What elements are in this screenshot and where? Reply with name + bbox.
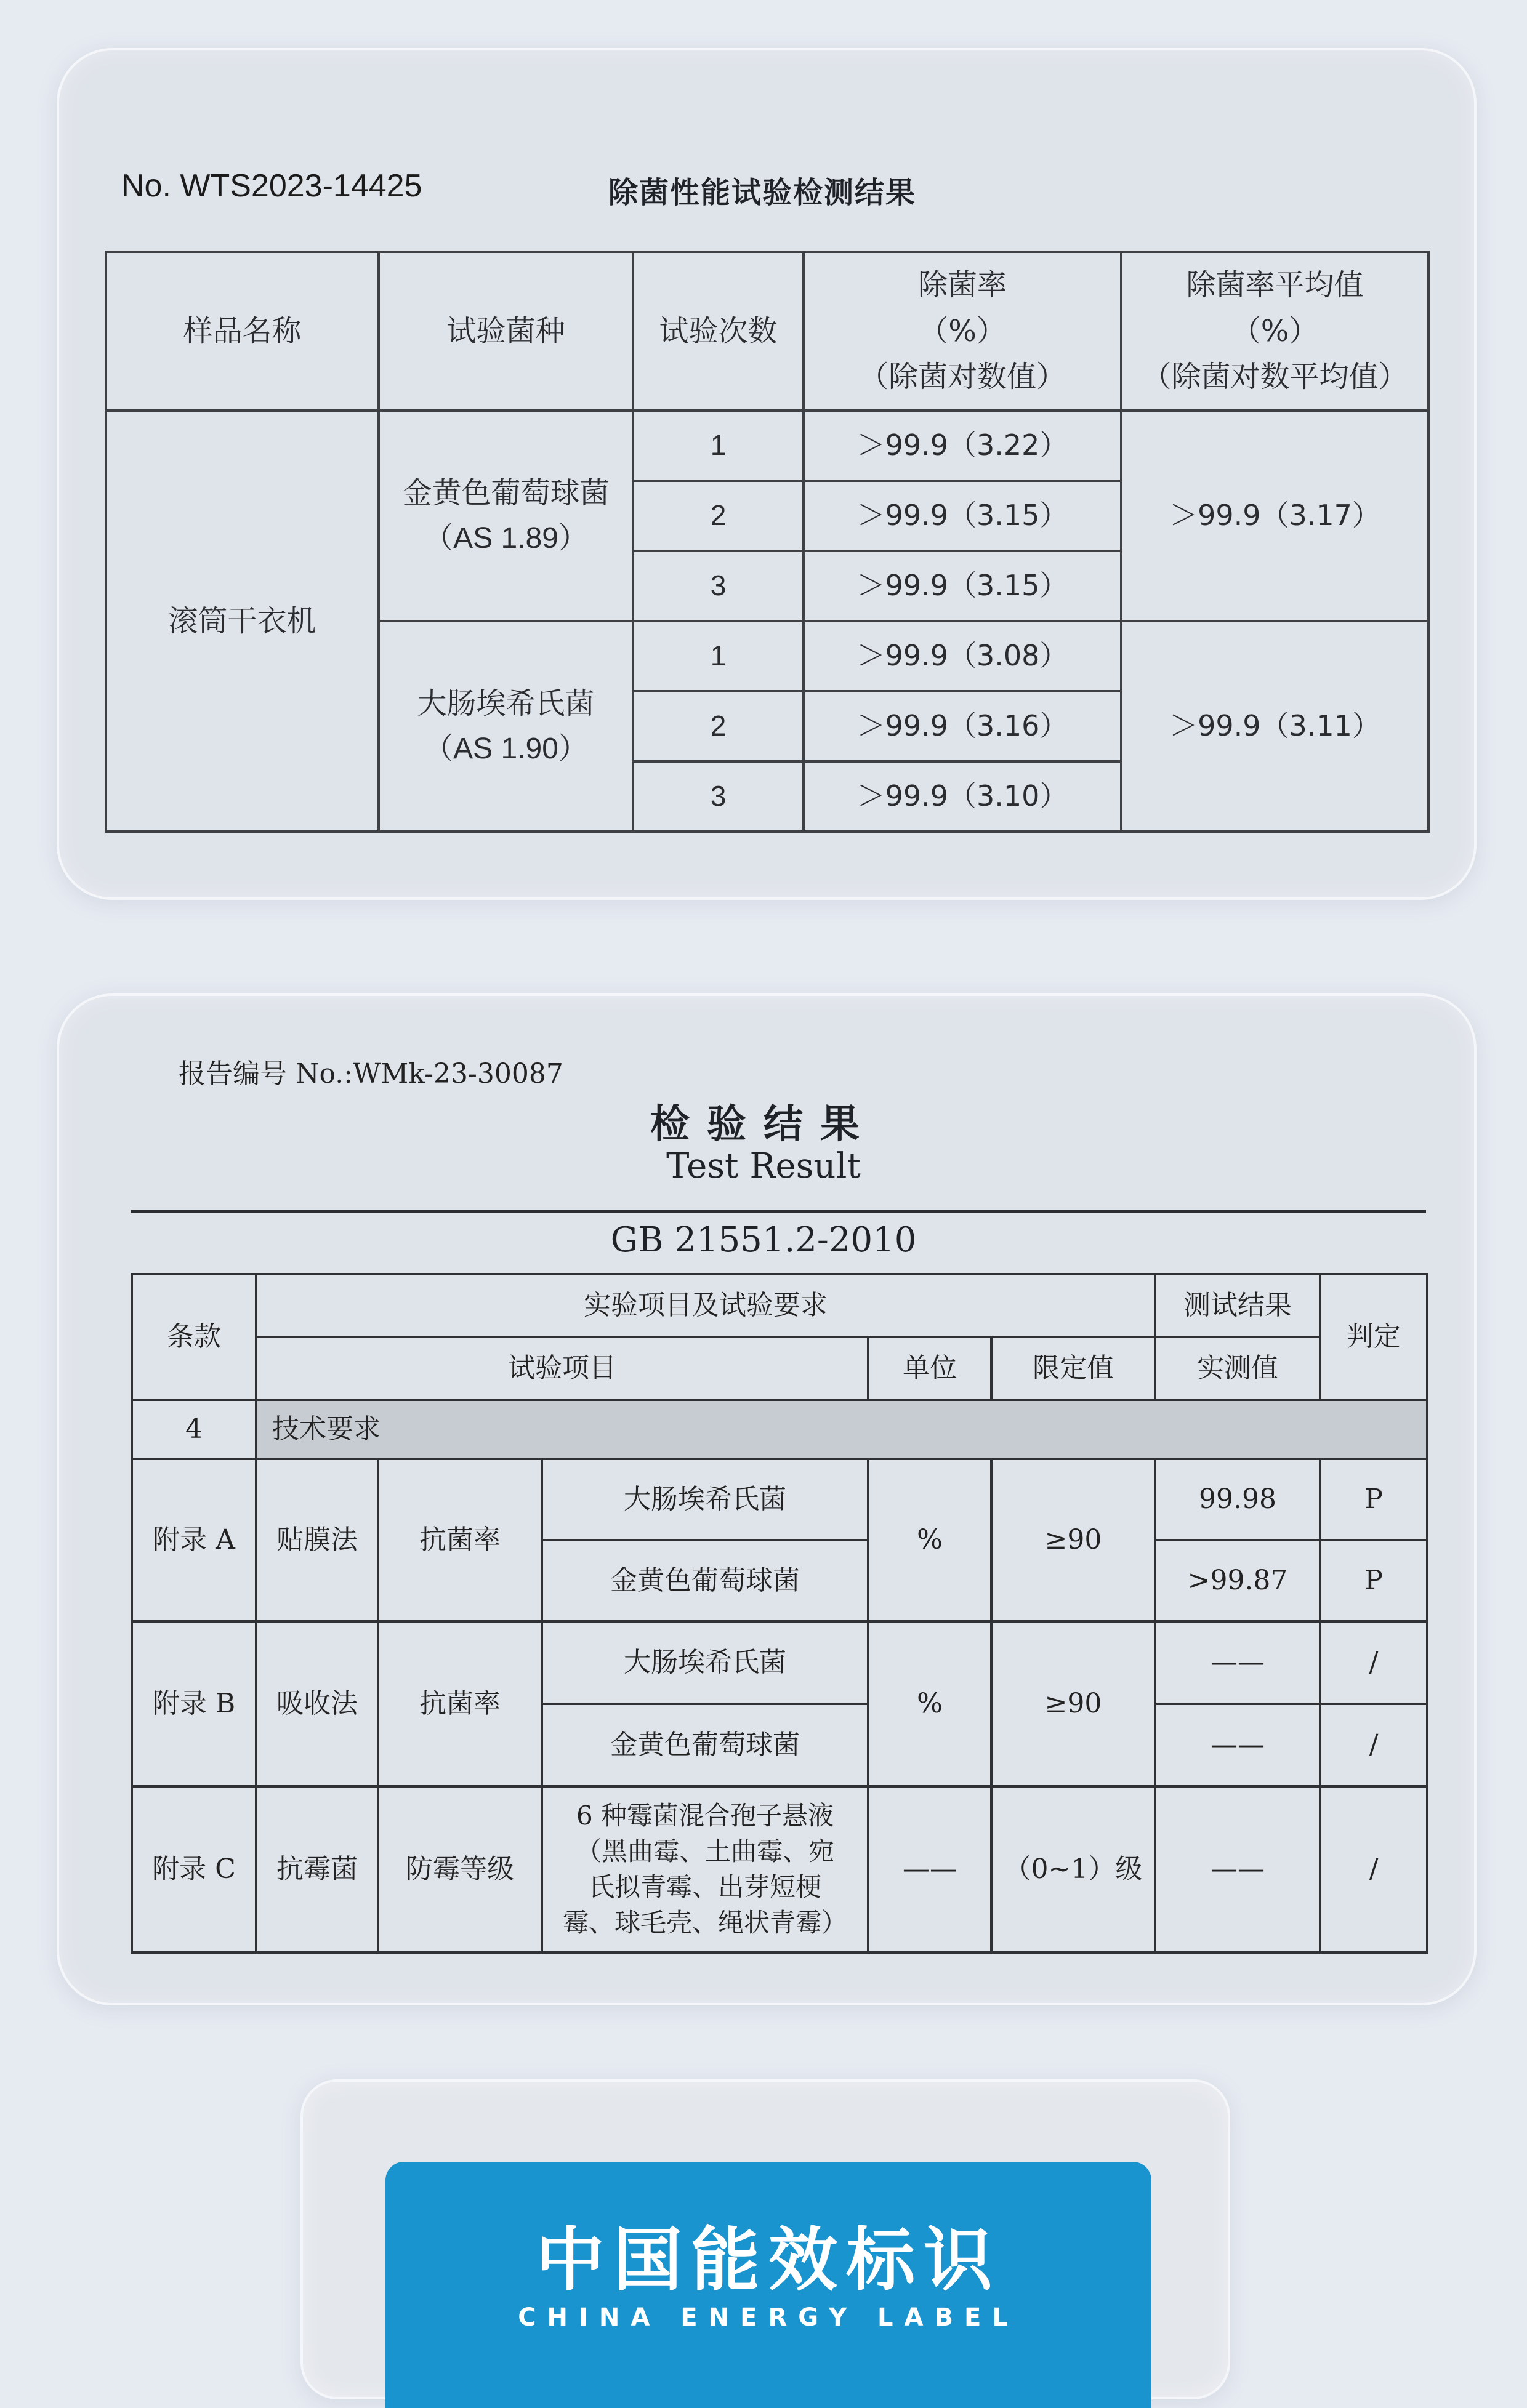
measured-cell: ——: [1155, 1786, 1320, 1952]
clause-cell: 附录 A: [132, 1459, 256, 1621]
strain-code: （AS 1.90）: [424, 732, 588, 765]
rate-value: ＞99.9（3.15）: [804, 481, 1121, 551]
judge-cell: /: [1320, 1704, 1427, 1786]
header-clause: 条款: [132, 1274, 256, 1400]
method-cell: 贴膜法: [256, 1459, 378, 1621]
limit-cell: （0~1）级: [991, 1786, 1155, 1952]
item-cell: 防霉等级: [378, 1786, 542, 1952]
trial-number: 2: [633, 691, 804, 761]
spore-line-4: 霉、球毛壳、绳状青霉）: [562, 1907, 847, 1938]
energy-label-panel: [385, 2162, 1151, 2408]
strain-cell: 大肠埃希氏菌: [542, 1621, 868, 1704]
rate-value: ＞99.9（3.08）: [804, 621, 1121, 691]
method-cell: 抗霉菌: [256, 1786, 378, 1952]
section-clause: 4: [132, 1400, 256, 1459]
sample-name-cell: 滚筒干衣机: [106, 411, 379, 832]
header-avg-line3: （除菌对数平均值）: [1142, 359, 1408, 395]
section-row: [132, 1400, 1427, 1459]
header-trial-count: 试验次数: [633, 252, 804, 411]
table-header-row: [132, 1337, 1427, 1400]
trial-number: 2: [633, 481, 804, 551]
header-avg-line1: 除菌率平均值: [1186, 268, 1364, 303]
judge-cell: P: [1320, 1540, 1427, 1621]
measured-cell: ——: [1155, 1621, 1320, 1704]
spore-line-3: 氏拟青霉、出芽短梗: [588, 1872, 821, 1902]
header-items-requirements: 实验项目及试验要求: [256, 1274, 1155, 1337]
divider: [131, 1210, 1426, 1213]
average-value: ＞99.9（3.17）: [1121, 411, 1428, 621]
table-row: [132, 1621, 1427, 1704]
report-title: 检验结果: [650, 1101, 877, 1147]
header-unit: 单位: [868, 1337, 991, 1400]
limit-cell: ≥90: [991, 1459, 1155, 1621]
header-rate: [804, 252, 1121, 411]
header-strain: 试验菌种: [379, 252, 633, 411]
average-value: ＞99.9（3.11）: [1121, 621, 1428, 832]
strain-code: （AS 1.89）: [424, 522, 588, 555]
section-label: 技术要求: [256, 1400, 1427, 1459]
report-number: No. WTS2023-14425: [121, 168, 422, 204]
trial-number: 3: [633, 551, 804, 621]
strain-cell: [379, 411, 633, 621]
header-avg-line2: （%）: [1231, 313, 1319, 348]
header-measured: 实测值: [1155, 1337, 1320, 1400]
table-row: [132, 1459, 1427, 1540]
report-subtitle: Test Result: [666, 1146, 861, 1186]
judge-cell: /: [1320, 1786, 1427, 1952]
header-average: [1121, 252, 1428, 411]
report-number: 报告编号 No.:WMk-23-30087: [179, 1058, 563, 1090]
standard-number: GB 21551.2-2010: [610, 1220, 917, 1260]
energy-label-title-cn: 中国能效标识: [536, 2220, 1001, 2300]
strain-cell: 金黄色葡萄球菌: [542, 1540, 868, 1621]
trial-number: 1: [633, 621, 804, 691]
spore-line-1: 6 种霉菌混合孢子悬液: [576, 1800, 834, 1831]
header-limit: 限定值: [991, 1337, 1155, 1400]
limit-cell: ≥90: [991, 1621, 1155, 1786]
rate-value: ＞99.9（3.10）: [804, 761, 1121, 832]
sterilization-results-table: [105, 251, 1430, 833]
table-row: [132, 1786, 1427, 1952]
strain-cell: 大肠埃希氏菌: [542, 1459, 868, 1540]
report-title: 除菌性能试验检测结果: [608, 175, 917, 210]
judge-cell: P: [1320, 1459, 1427, 1540]
item-cell: 抗菌率: [378, 1621, 542, 1786]
rate-value: ＞99.9（3.22）: [804, 411, 1121, 481]
trial-number: 1: [633, 411, 804, 481]
measured-cell: 99.98: [1155, 1459, 1320, 1540]
rate-value: ＞99.9（3.16）: [804, 691, 1121, 761]
header-rate-line2: （%）: [919, 313, 1006, 348]
trial-number: 3: [633, 761, 804, 832]
table-row: [106, 411, 1428, 481]
header-test-item: 试验项目: [256, 1337, 868, 1400]
energy-label-title-en: CHINA ENERGY LABEL: [518, 2303, 1019, 2332]
clause-cell: 附录 B: [132, 1621, 256, 1786]
clause-cell: 附录 C: [132, 1786, 256, 1952]
header-judgement: 判定: [1320, 1274, 1427, 1400]
method-cell: 吸收法: [256, 1621, 378, 1786]
table-header-row: [132, 1274, 1427, 1337]
strain-cell: [379, 621, 633, 832]
spore-line-2: （黑曲霉、土曲霉、宛: [575, 1836, 834, 1867]
unit-cell: ——: [868, 1786, 991, 1952]
header-sample-name: 样品名称: [106, 252, 379, 411]
unit-cell: %: [868, 1459, 991, 1621]
strain-name: 金黄色葡萄球菌: [402, 475, 610, 510]
strain-name: 大肠埃希氏菌: [417, 686, 595, 721]
item-cell: 抗菌率: [378, 1459, 542, 1621]
measured-cell: ——: [1155, 1704, 1320, 1786]
strain-cell: [542, 1786, 868, 1952]
rate-value: ＞99.9（3.15）: [804, 551, 1121, 621]
header-rate-line3: （除菌对数值）: [858, 359, 1066, 395]
measured-cell: >99.87: [1155, 1540, 1320, 1621]
judge-cell: /: [1320, 1621, 1427, 1704]
strain-cell: 金黄色葡萄球菌: [542, 1704, 868, 1786]
antibacterial-results-table: [131, 1273, 1428, 1954]
header-test-result: 测试结果: [1155, 1274, 1320, 1337]
table-header-row: [106, 252, 1428, 411]
unit-cell: %: [868, 1621, 991, 1786]
header-rate-line1: 除菌率: [917, 268, 1007, 303]
